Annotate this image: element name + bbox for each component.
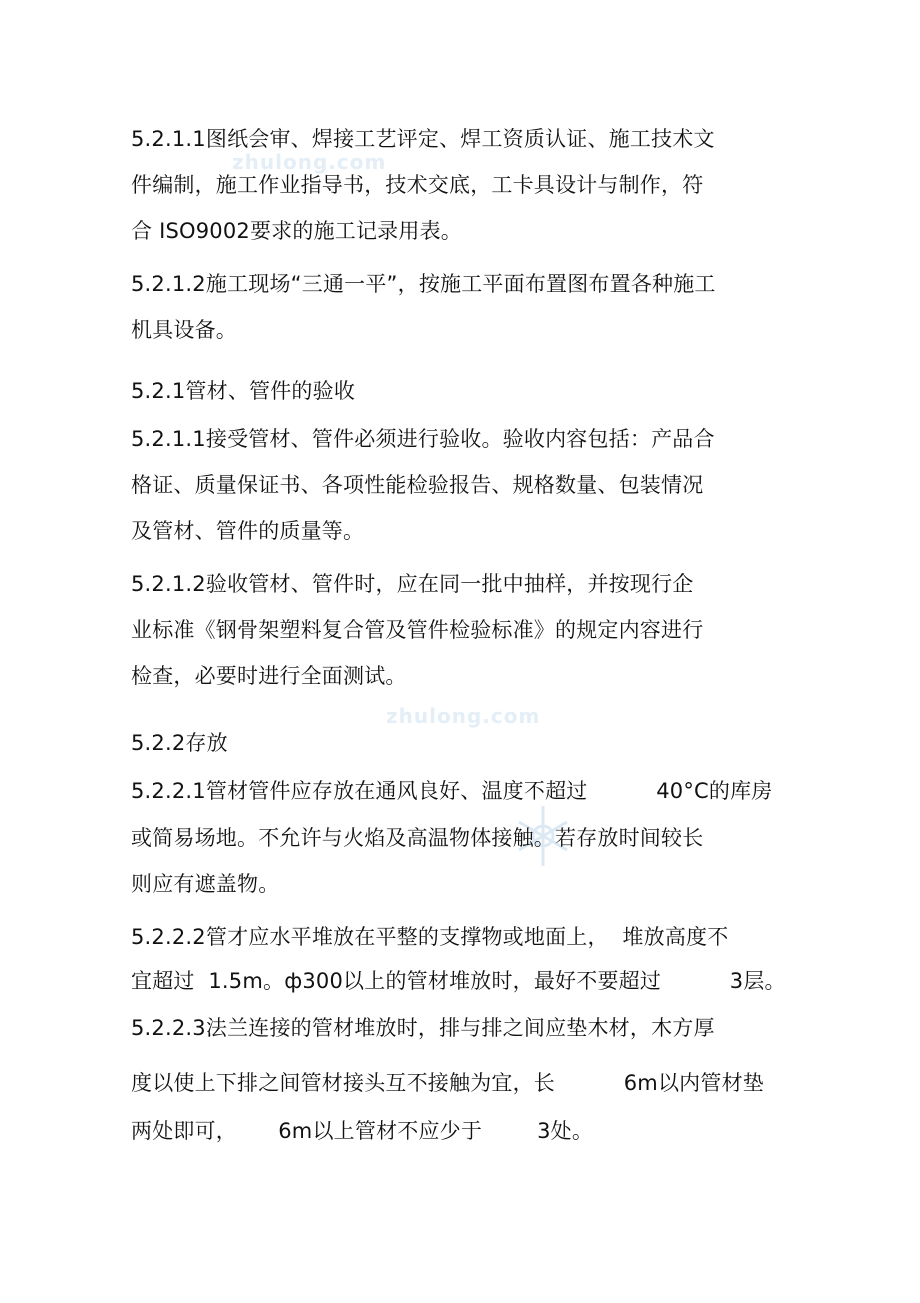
paragraph-line: 5.2.1.2验收管材、管件时，应在同一批中抽样，并按现行企 — [131, 572, 694, 596]
paragraph-line: 宜超过 1.5m。ф300以上的管材堆放时，最好不要超过 3层。 — [131, 969, 786, 993]
paragraph-line: 合 ISO9002要求的施工记录用表。 — [131, 219, 462, 243]
paragraph-line: 格证、质量保证书、各项性能检验报告、规格数量、包装情况 — [131, 473, 704, 497]
paragraph-line: 机具设备。 — [131, 318, 237, 342]
paragraph-line: 则应有遮盖物。 — [131, 872, 280, 896]
paragraph-line: 业标准《钢骨架塑料复合管及管件检验标准》的规定内容进行 — [131, 618, 704, 642]
paragraph-line: 5.2.1.1图纸会审、焊接工艺评定、焊工资质认证、施工技术文 — [131, 127, 715, 151]
watermark-text-top: zhulong.com — [232, 150, 387, 174]
watermark-text-middle: zhulong.com — [386, 704, 541, 728]
paragraph-line: 5.2.1.2施工现场“三通一平”，按施工平面布置图布置各种施工 — [131, 272, 716, 296]
paragraph-line: 5.2.2.1管材管件应存放在通风良好、温度不超过 40°C的库房 — [131, 779, 773, 803]
section-heading: 5.2.2存放 — [131, 731, 228, 755]
paragraph-line: 度以使上下排之间管材接头互不接触为宜，长 6m以内管材垫 — [131, 1071, 764, 1095]
paragraph-line: 件编制，施工作业指导书，技术交底，工卡具设计与制作，符 — [131, 173, 704, 197]
paragraph-line: 及管材、管件的质量等。 — [131, 519, 365, 543]
paragraph-line: 检查，必要时进行全面测试。 — [131, 664, 407, 688]
paragraph-line: 两处即可， 6m以上管材不应少于 3处。 — [131, 1119, 594, 1143]
section-heading: 5.2.1管材、管件的验收 — [131, 379, 356, 403]
paragraph-line: 5.2.2.3法兰连接的管材堆放时，排与排之间应垫木材，木方厚 — [131, 1016, 715, 1040]
paragraph-line: 5.2.2.2管才应水平堆放在平整的支撑物或地面上， 堆放高度不 — [131, 925, 729, 949]
paragraph-line: 或简易场地。不允许与火焰及高温物体接触。若存放时间较长 — [131, 826, 704, 850]
paragraph-line: 5.2.1.1接受管材、管件必须进行验收。验收内容包括：产品合 — [131, 427, 715, 451]
